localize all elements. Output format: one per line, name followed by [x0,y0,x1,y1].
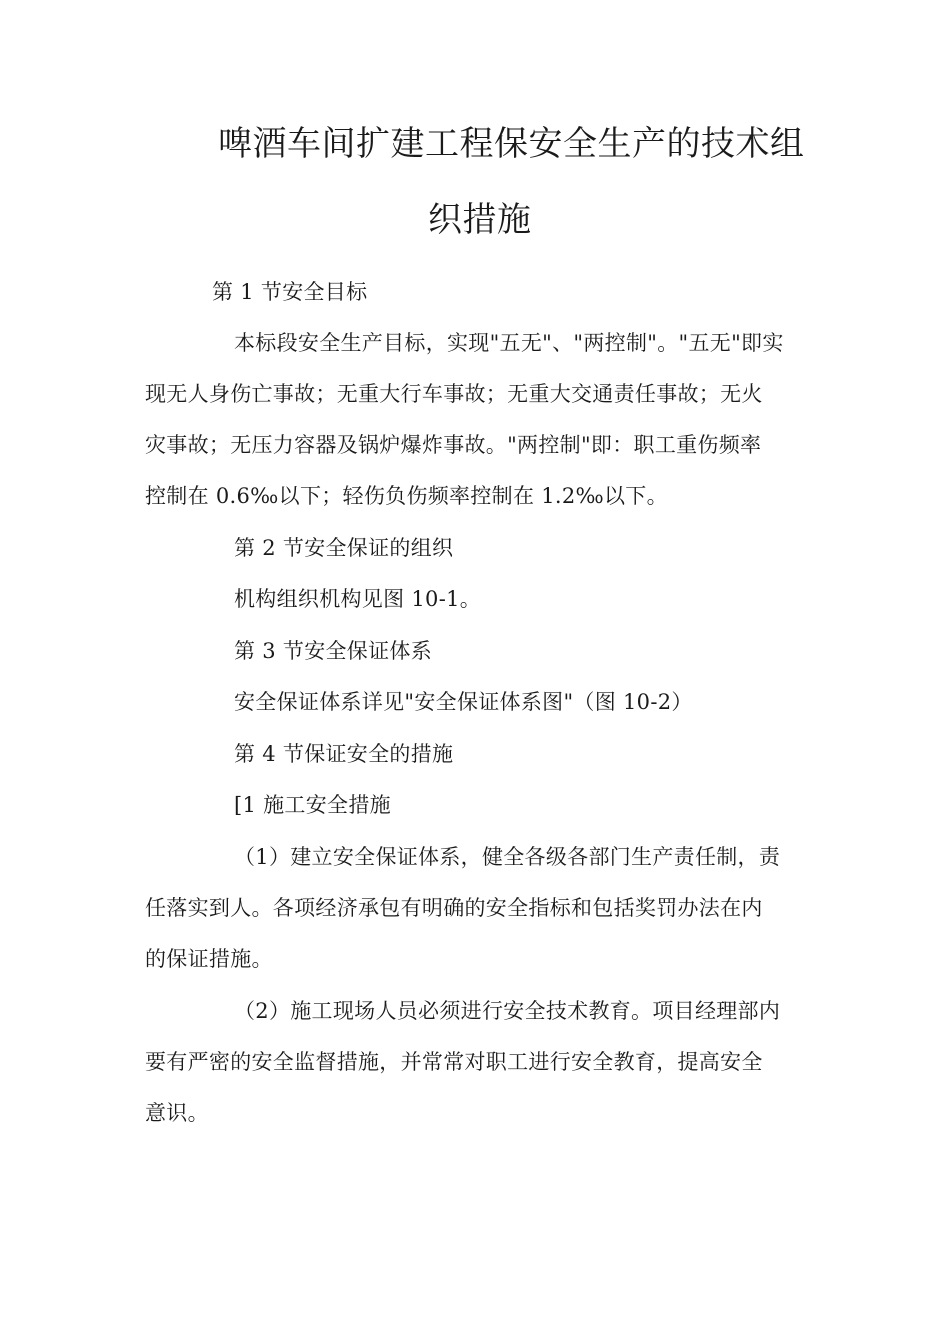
section-4-subheading: [1 施工安全措施 [234,793,391,817]
section-3-heading: 第 3 节安全保证体系 [234,639,433,663]
section-1-paragraph-line: 灾事故；无压力容器及锅炉爆炸事故。"两控制"即：职工重伤频率 [145,433,762,457]
measure-1-line: （1）建立安全保证体系，健全各级各部门生产责任制，责 [234,845,781,869]
measure-1-line: 的保证措施。 [145,947,273,971]
section-1-paragraph-line: 控制在 0.6‰以下；轻伤负伤频率控制在 1.2‰以下。 [145,484,668,508]
document-title-line-1: 啤酒车间扩建工程保安全生产的技术组 [218,124,805,164]
measure-2-line: （2）施工现场人员必须进行安全技术教育。项目经理部内 [234,999,781,1023]
measure-1-line: 任落实到人。各项经济承包有明确的安全指标和包括奖罚办法在内 [145,896,763,920]
section-1-heading: 第 1 节安全目标 [212,280,368,304]
section-1-paragraph-line: 现无人身伤亡事故；无重大行车事故；无重大交通责任事故；无火 [145,382,763,406]
section-3-text: 安全保证体系详见"安全保证体系图"（图 10-2） [234,690,693,714]
measure-2-line: 意识。 [145,1101,209,1125]
section-4-heading: 第 4 节保证安全的措施 [234,742,454,766]
section-2-text: 机构组织机构见图 10-1。 [234,587,482,611]
section-2-heading: 第 2 节安全保证的组织 [234,536,454,560]
section-1-paragraph-line: 本标段安全生产目标，实现"五无"、"两控制"。"五无"即实 [234,331,784,355]
document-title-line-2: 织措施 [428,200,532,240]
measure-2-line: 要有严密的安全监督措施，并常常对职工进行安全教育，提高安全 [145,1050,763,1074]
